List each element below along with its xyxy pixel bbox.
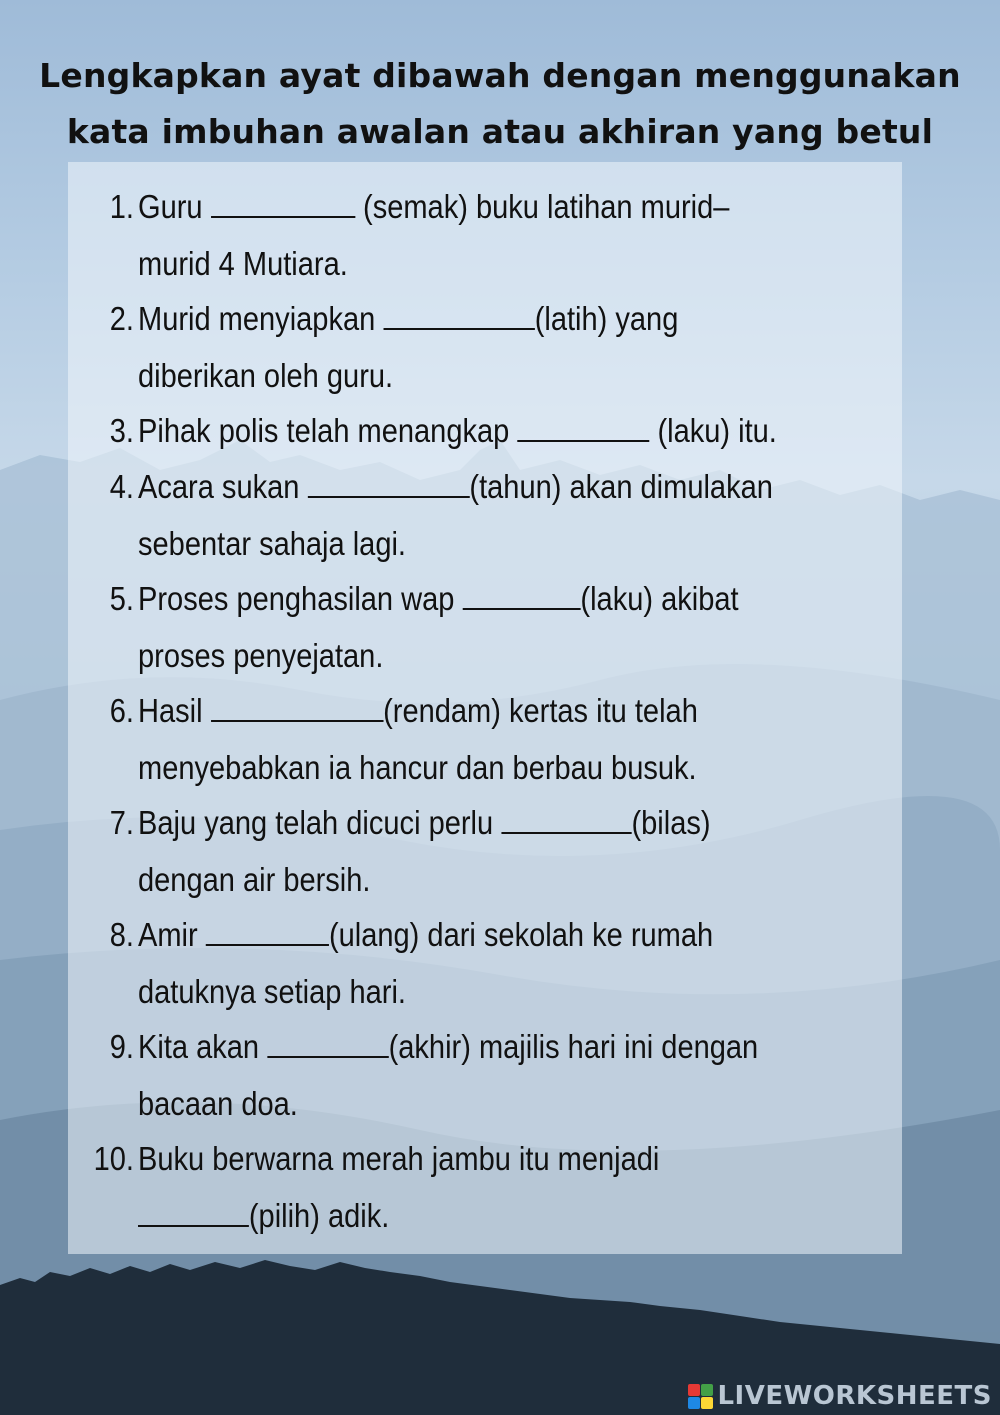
- logo-square: [688, 1384, 700, 1396]
- question-text: Baju yang telah dicuci perlu: [138, 804, 502, 841]
- logo-square: [688, 1397, 700, 1409]
- question-text: (bilas): [631, 804, 711, 841]
- question-number: 3.: [109, 412, 134, 449]
- question-number: 6.: [109, 692, 134, 729]
- question-text: (akhir) majilis hari ini dengan: [388, 1028, 759, 1065]
- question-number: 1.: [109, 188, 134, 225]
- question-text: Hasil: [138, 692, 211, 729]
- question-number: 5.: [109, 580, 134, 617]
- answer-blank[interactable]: [267, 1032, 388, 1058]
- question-text: (laku) itu.: [649, 412, 777, 449]
- questions-panel: [68, 162, 902, 1254]
- question-text: (ulang) dari sekolah ke rumah: [328, 916, 714, 953]
- question-text: (pilih) adik.: [248, 1197, 390, 1234]
- logo-square: [701, 1384, 713, 1396]
- question-line-1: [138, 412, 777, 450]
- question-line-2: proses penyejatan.: [138, 637, 384, 674]
- question-line-2: menyebabkan ia hancur dan berbau busuk.: [138, 749, 697, 786]
- question-line-2: sebentar sahaja lagi.: [138, 525, 407, 562]
- question-line-2: datuknya setiap hari.: [138, 973, 406, 1010]
- title-line-1: Lengkapkan ayat dibawah dengan menggunakan: [39, 56, 961, 95]
- logo-square: [701, 1397, 713, 1409]
- question-line-2: [138, 1197, 389, 1235]
- question-text: (latih) yang: [534, 300, 679, 337]
- liveworksheets-logo-icon: [688, 1384, 713, 1409]
- question-number: 10.: [93, 1140, 134, 1177]
- question-line-1: [138, 804, 711, 842]
- question-line-2: diberikan oleh guru.: [138, 357, 394, 394]
- question-text: Pihak polis telah menangkap: [138, 412, 518, 449]
- answer-blank[interactable]: [206, 920, 329, 946]
- answer-blank[interactable]: [383, 304, 534, 330]
- question-text: (rendam) kertas itu telah: [383, 692, 698, 729]
- question-text: (semak) buku latihan murid–: [354, 188, 730, 225]
- question-text: Amir: [138, 916, 206, 953]
- question-line-2: murid 4 Mutiara.: [138, 245, 348, 282]
- question-line-1: [138, 580, 739, 618]
- question-text: Murid menyiapkan: [138, 300, 384, 337]
- answer-blank[interactable]: [517, 416, 649, 442]
- question-line-1: [138, 916, 713, 954]
- question-line-1: [138, 1140, 659, 1178]
- question-line-2: dengan air bersih.: [138, 861, 371, 898]
- question-text: Acara sukan: [138, 468, 308, 505]
- liveworksheets-watermark: [688, 1381, 992, 1411]
- question-number: 9.: [109, 1028, 134, 1065]
- answer-blank[interactable]: [463, 584, 581, 610]
- question-line-1: [138, 300, 678, 338]
- question-number: 2.: [109, 300, 134, 337]
- answer-blank[interactable]: [211, 696, 383, 722]
- answer-blank[interactable]: [501, 808, 631, 834]
- worksheet-title: [0, 48, 1000, 160]
- watermark-text: LIVEWORKSHEETS: [717, 1381, 992, 1411]
- answer-blank[interactable]: [138, 1201, 249, 1227]
- question-text: Guru: [138, 188, 211, 225]
- question-line-2: bacaan doa.: [138, 1085, 298, 1122]
- question-text: Buku berwarna merah jambu itu menjadi: [138, 1140, 660, 1177]
- question-text: (tahun) akan dimulakan: [469, 468, 773, 505]
- answer-blank[interactable]: [307, 472, 469, 498]
- question-text: Proses penghasilan wap: [138, 580, 463, 617]
- question-number: 8.: [109, 916, 134, 953]
- question-line-1: [138, 188, 729, 226]
- question-number: 4.: [109, 468, 134, 505]
- question-line-1: [138, 1028, 758, 1066]
- question-text: (laku) akibat: [580, 580, 739, 617]
- question-number: 7.: [109, 804, 134, 841]
- title-line-2: kata imbuhan awalan atau akhiran yang betul: [66, 112, 934, 151]
- answer-blank[interactable]: [211, 192, 355, 218]
- question-line-1: [138, 692, 698, 730]
- question-text: Kita akan: [138, 1028, 268, 1065]
- question-line-1: [138, 468, 773, 506]
